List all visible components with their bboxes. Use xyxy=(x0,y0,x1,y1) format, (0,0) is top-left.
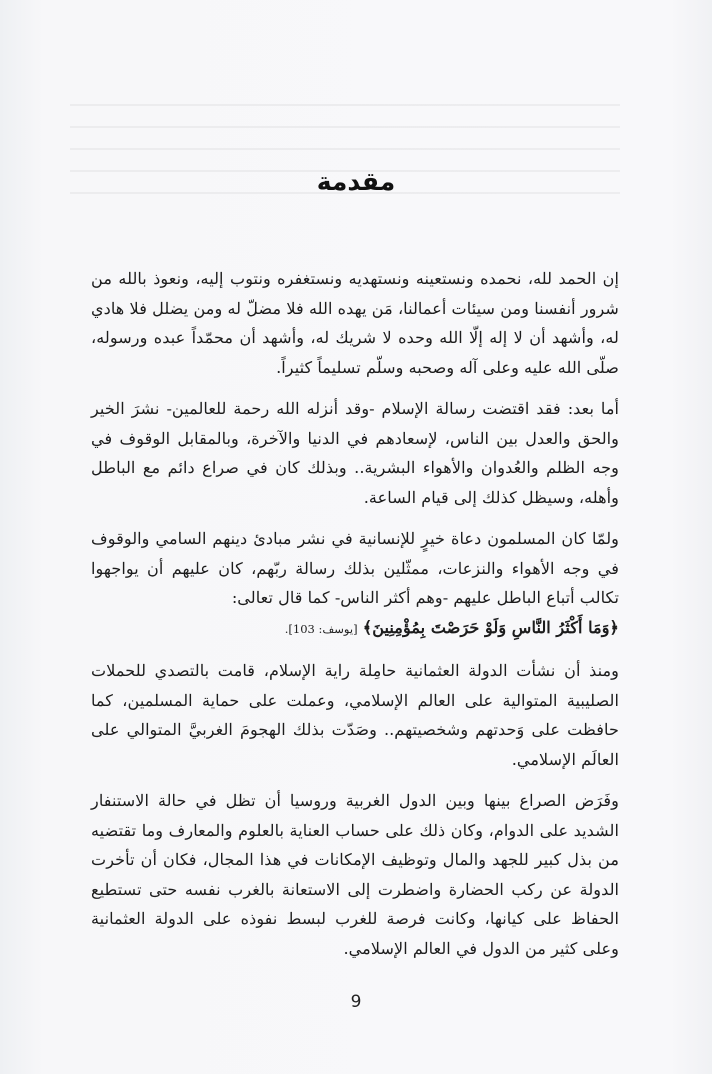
title-container xyxy=(0,150,712,213)
paragraph-5: وفَرَض الصراع بينها وبين الدول الغربية وروسيا أن تظل في حالة الاستنفار الشديد على الدوام، وكان ذلك على حساب العناية بالعلوم والمعارف وما تقتضيه من بذل كبير للجهد والمال وتوظيف الإمكانات في هذا المجال، فكان أن تأخرت الدولة عن ركب الحضارة واضطرت إلى الاستعانة بالغرب نفسه حتى تستطيع الحفاظ على كيانها، وكانت فرصة للغرب لبسط نفوذه على الدولة العثمانية وعلى كثير من الدول في العالم الإسلامي. xyxy=(91,791,619,958)
paragraph-3 xyxy=(91,524,619,644)
ghost-line xyxy=(70,104,620,106)
page-title: مقدمة xyxy=(316,166,396,196)
body-text xyxy=(91,264,619,975)
paragraph-1: إن الحمد لله، نحمده ونستعينه ونستهديه ونستغفره ونتوب إليه، ونعوذ بالله من شرور أنفسنا ومن سيئات أعمالنا، مَن يهده الله فلا مضلّ له ومن يضلل فلا هادي له، وأشهد أن لا إله إلّا الله وحده لا شريك له، وأشهد أن محمّداً عبده ورسوله، صلّى الله عليه وعلى آله وصحبه وسلّم تسليماً كثيراً. xyxy=(91,269,619,377)
paragraph-4: ومنذ أن نشأت الدولة العثمانية حامِلة راية الإسلام، قامت بالتصدي للحملات الصليبية المتوالية على العالم الإسلامي، وعملت على حماية المسلمين، كما حافظت على وَحدتهم وشخصيتهم.. وصَدّت بذلك الهجومَ الغربيَّ المتوالي على العالَم الإسلامي. xyxy=(91,661,619,769)
page-number: 9 xyxy=(350,992,362,1012)
quran-quote: ﴿وَمَا أَكْثَرُ النَّاسِ وَلَوْ حَرَصْتَ بِمُؤْمِنِينَ﴾ xyxy=(362,617,619,637)
ghost-line xyxy=(70,126,620,128)
quote-reference: [يوسف: 103]. xyxy=(284,621,358,636)
paragraph-2: أما بعد: فقد اقتضت رسالة الإسلام -وقد أنزله الله رحمة للعالمين- نشرَ الخير والحق والعدل بين الناس، لإسعادهم في الدنيا والآخرة، وبالمقابل الوقوف في وجه الظلم والعُدوان والأهواء البشرية.. وبذلك كان في صراع دائم مع الباطل وأهله، وسيظل كذلك إلى قيام الساعة. xyxy=(91,399,619,507)
paragraph-3-text: ولمّا كان المسلمون دعاة خيرٍ للإنسانية في نشر مبادئ دينهم السامي والوقوف في وجه الأهواء والنزعات، ممثّلين بذلك رسالة ربّهم، كان عليهم أن يواجهوا تكالب أتباع الباطل عليهم -وهم أكثر الناس- كما قال تعالى: xyxy=(91,529,619,607)
